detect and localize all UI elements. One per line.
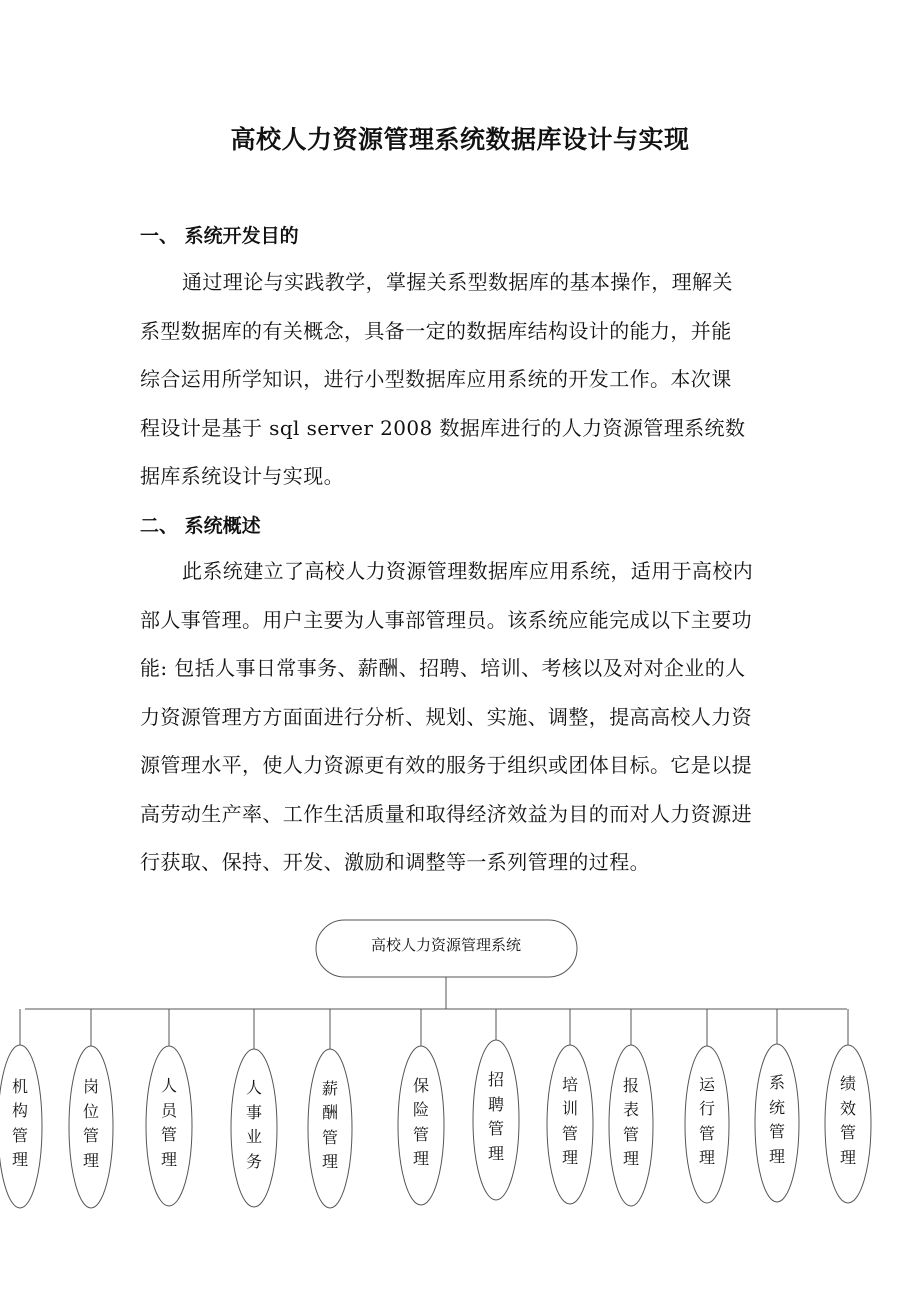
module-node-label: 绩 效 管 理 <box>839 1074 856 1167</box>
paragraph-line: 此系统建立了高校人力资源管理数据库应用系统，适用于高校内 <box>182 559 754 583</box>
paragraph-line: 行获取、保持、开发、激励和调整等一系列管理的过程。 <box>140 850 650 874</box>
module-node-label: 运 行 管 理 <box>698 1074 715 1167</box>
paragraph-line: 部人事管理。用户主要为人事部管理员。该系统应能完成以下主要功 <box>140 607 752 632</box>
paragraph-line: 通过理论与实践教学，掌握关系型数据库的基本操作，理解关 <box>182 270 733 294</box>
module-node-label: 薪 酬 管 理 <box>321 1078 338 1171</box>
module-node-label: 报 表 管 理 <box>622 1075 639 1168</box>
paragraph-line: 据库系统设计与实现。 <box>140 464 344 488</box>
module-node-label: 机 构 管 理 <box>11 1076 28 1169</box>
root-node-label: 高校人力资源管理系统 <box>370 936 521 954</box>
module-node-label: 人 事 业 务 <box>245 1078 262 1171</box>
paragraph-line: 源管理水平，使人力资源更有效的服务于组织或团体目标。它是以提 <box>140 753 752 777</box>
paragraph-line: 力资源管理方方面面进行分析、规划、实施、调整，提高高校人力资 <box>140 704 752 729</box>
paragraph-line: 高劳动生产率、工作生活质量和取得经济效益为目的而对人力资源进 <box>140 801 752 826</box>
paragraph-line: 能: 包括人事日常事务、薪酬、招聘、培训、考核以及对对企业的人 <box>140 656 746 680</box>
module-node-label: 岗 位 管 理 <box>82 1077 99 1170</box>
module-node-label: 培 训 管 理 <box>561 1074 578 1167</box>
document-title: 高校人力资源管理系统数据库设计与实现 <box>230 125 690 154</box>
section1-heading: 一、 系统开发目的 <box>140 225 299 247</box>
module-node-label: 保 险 管 理 <box>412 1075 429 1168</box>
module-node-label: 招 聘 管 理 <box>487 1070 504 1163</box>
paragraph-line: 综合运用所学知识，进行小型数据库应用系统的开发工作。本次课 <box>140 367 732 391</box>
module-node-label: 系 统 管 理 <box>768 1073 785 1166</box>
paragraph-line: 系型数据库的有关概念，具备一定的数据库结构设计的能力，并能 <box>140 318 732 343</box>
module-node-label: 人 员 管 理 <box>160 1076 177 1169</box>
paragraph-line: 程设计是基于 sql server 2008 数据库进行的人力资源管理系统数 <box>140 415 746 440</box>
section2-heading: 二、 系统概述 <box>140 515 261 537</box>
